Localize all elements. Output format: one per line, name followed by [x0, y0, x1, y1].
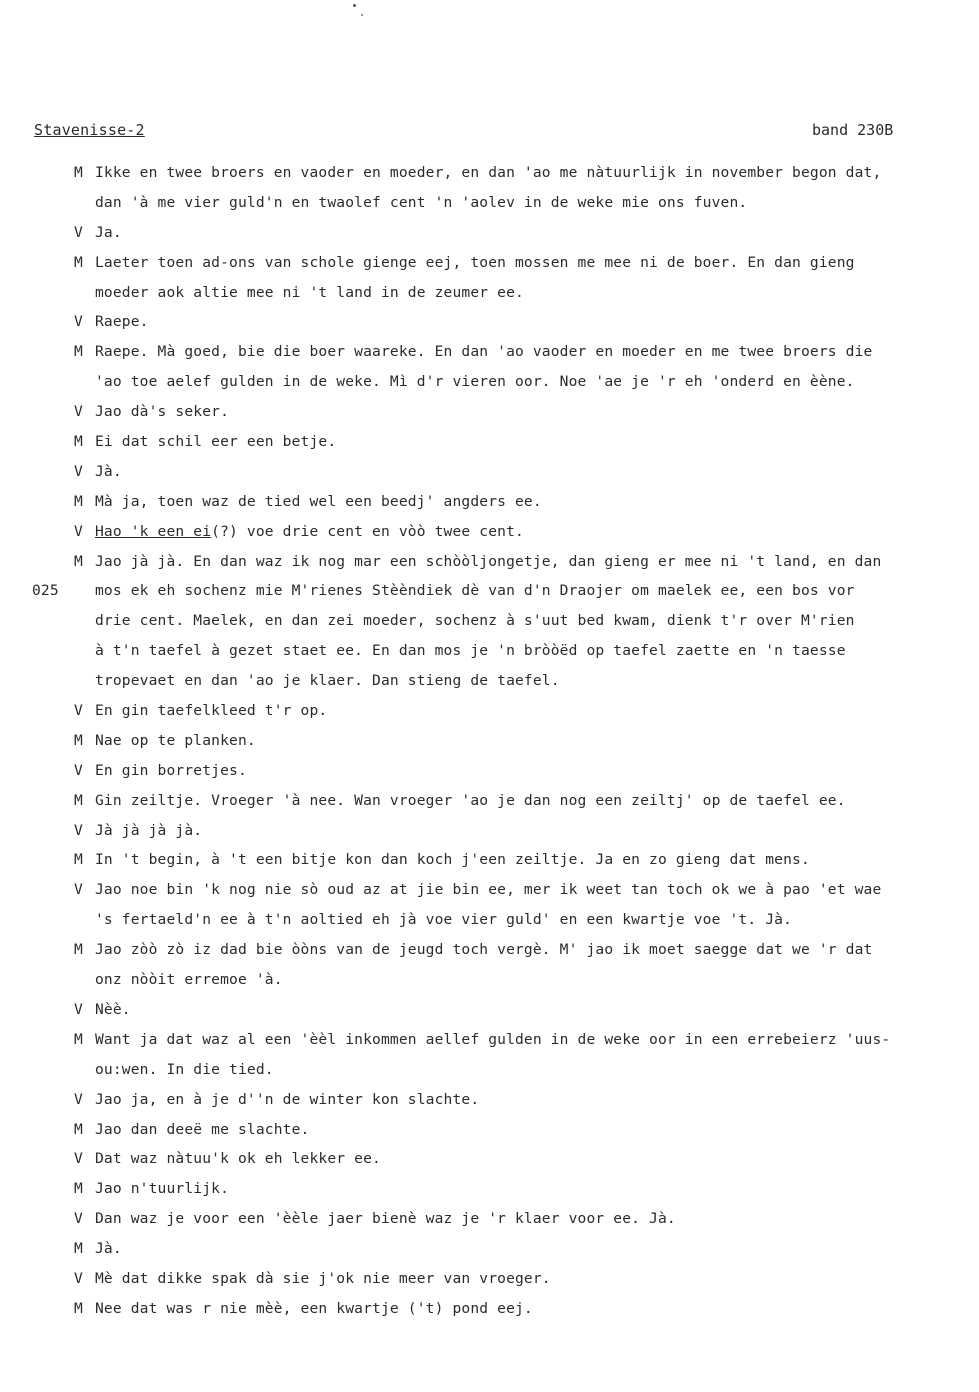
transcript-line [0, 517, 979, 547]
utterance-text: Jà. [95, 462, 122, 480]
transcript-body [0, 158, 979, 1324]
dialogue-turn [0, 547, 979, 696]
transcript-line [0, 397, 979, 427]
dialogue-turn [0, 756, 979, 786]
utterance-text: Jao dan deeë me slachte. [95, 1120, 310, 1138]
utterance-text: Ikke en twee broers en vaoder en moeder, en dan 'ao me nàtuurlijk in november begon dat, [95, 164, 882, 181]
speaker-label: M [74, 851, 83, 869]
speaker-label: M [74, 552, 83, 570]
utterance-text: onz nòòit erremoe 'à. [95, 971, 283, 989]
transcript-line [0, 726, 979, 756]
speaker-label: M [74, 941, 83, 959]
speaker-label: M [74, 164, 83, 181]
utterance-text: Hao 'k een ei(?) voe drie cent en vòò twee cent. [95, 522, 524, 540]
dialogue-turn [0, 1294, 979, 1324]
dialogue-turn [0, 1264, 979, 1294]
transcript-line [0, 1204, 979, 1234]
utterance-text: à t'n taefel à gezet staet ee. En dan mos je 'n bròòëd op taefel zaette en 'n taesse [95, 642, 846, 660]
dialogue-turn [0, 248, 979, 308]
transcript-line [0, 278, 979, 308]
transcript-line [0, 965, 979, 995]
transcript-line [0, 935, 979, 965]
margin-counter: 025 [32, 582, 59, 600]
dialogue-turn [0, 517, 979, 547]
utterance-text: Ja. [95, 223, 122, 241]
transcript-line [0, 636, 979, 666]
speaker-label: M [74, 1299, 83, 1317]
transcript-line [0, 905, 979, 935]
transcript-line [0, 457, 979, 487]
utterance-text: 'ao toe aelef gulden in de weke. Mì d'r vieren oor. Noe 'ae je 'r eh 'onderd en èène. [95, 373, 855, 391]
scan-speck [361, 14, 363, 16]
speaker-label: V [74, 1000, 83, 1018]
dialogue-turn [0, 457, 979, 487]
utterance-text: Jao jà jà. En dan waz ik nog mar een schòòljongetje, dan gieng er mee ni 't land, en dan [95, 552, 882, 570]
transcript-line [0, 1264, 979, 1294]
tape-label: band 230B [812, 121, 894, 139]
transcript-line [0, 337, 979, 367]
speaker-label: V [74, 313, 83, 331]
transcript-line [0, 1234, 979, 1264]
transcript-line [0, 1115, 979, 1145]
utterance-text: Nèè. [95, 1000, 131, 1018]
utterance-text: Jao ja, en à je d''n de winter kon slachte. [95, 1090, 480, 1108]
dialogue-turn [0, 487, 979, 517]
utterance-text: Nee dat was r nie mèè, een kwartje ('t) pond eej. [95, 1299, 533, 1317]
dialogue-turn [0, 158, 979, 218]
utterance-text: En gin borretjes. [95, 761, 247, 779]
utterance-text: Jà. [95, 1240, 122, 1258]
speaker-label: V [74, 881, 83, 899]
dialogue-turn [0, 696, 979, 726]
dialogue-turn [0, 1115, 979, 1145]
utterance-text: Nae op te planken. [95, 731, 256, 749]
utterance-text: In 't begin, à 't een bitje kon dan koch j'een zeiltje. Ja en zo gieng dat mens. [95, 851, 810, 869]
utterance-text: ou:wen. In die tied. [95, 1060, 274, 1078]
transcript-line [0, 786, 979, 816]
speaker-label: M [74, 492, 83, 510]
transcript-line [0, 875, 979, 905]
dialogue-turn [0, 1085, 979, 1115]
transcript-line [0, 576, 979, 606]
speaker-label: V [74, 1210, 83, 1228]
speaker-label: V [74, 1150, 83, 1168]
dialogue-turn [0, 786, 979, 816]
utterance-text: Jao noe bin 'k nog nie sò oud az at jie bin ee, mer ik weet tan toch ok we à pao 'et wae [95, 881, 882, 899]
transcript-line [0, 1294, 979, 1324]
speaker-label: V [74, 223, 83, 241]
utterance-text: Laeter toen ad-ons van schole gienge eej, toen mossen me mee ni de boer. En dan gieng [95, 253, 855, 271]
utterance-text: Jao n'tuurlijk. [95, 1180, 230, 1198]
utterance-text: Want ja dat waz al een 'èèl inkommen aellef gulden in de weke oor in een errebeierz 'uus- [95, 1030, 891, 1048]
document-title: Stavenisse-2 [34, 121, 145, 139]
utterance-text: moeder aok altie mee ni 't land in de zeumer ee. [95, 283, 524, 301]
transcript-line [0, 756, 979, 786]
transcript-line [0, 666, 979, 696]
utterance-text: 's fertaeld'n ee à t'n aoltied eh jà voe vier guld' en een kwartje voe 't. Jà. [95, 911, 793, 929]
utterance-text: Dan waz je voor een 'èèle jaer bienè waz je 'r klaer voor ee. Jà. [95, 1210, 676, 1228]
speaker-label: V [74, 403, 83, 421]
dialogue-turn [0, 307, 979, 337]
utterance-text: Ei dat schil eer een betje. [95, 433, 337, 451]
transcript-line [0, 188, 979, 218]
dialogue-turn [0, 1174, 979, 1204]
speaker-label: M [74, 731, 83, 749]
dialogue-turn [0, 397, 979, 427]
dialogue-turn [0, 218, 979, 248]
transcript-line [0, 1085, 979, 1115]
speaker-label: V [74, 821, 83, 839]
dialogue-turn [0, 845, 979, 875]
transcript-line [0, 1025, 979, 1055]
dialogue-turn [0, 1204, 979, 1234]
speaker-label: M [74, 343, 83, 361]
utterance-text: Raepe. Mà goed, bie die boer waareke. En dan 'ao vaoder en moeder en me twee broers die [95, 343, 873, 361]
transcript-line [0, 487, 979, 517]
transcript-line [0, 427, 979, 457]
dialogue-turn [0, 816, 979, 846]
transcript-line [0, 606, 979, 636]
utterance-text: Mà ja, toen waz de tied wel een beedj' angders ee. [95, 492, 542, 510]
scan-speck [353, 4, 356, 7]
utterance-text: Raepe. [95, 313, 149, 331]
utterance-text: Mè dat dikke spak dà sie j'ok nie meer van vroeger. [95, 1269, 551, 1287]
speaker-label: M [74, 1240, 83, 1258]
utterance-text: Dat waz nàtuu'k ok eh lekker ee. [95, 1150, 381, 1168]
transcript-line [0, 218, 979, 248]
dialogue-turn [0, 337, 979, 397]
transcript-line [0, 367, 979, 397]
speaker-label: V [74, 462, 83, 480]
speaker-label: M [74, 1030, 83, 1048]
dialogue-turn [0, 1025, 979, 1085]
utterance-text: mos ek eh sochenz mie M'rienes Stèèndiek dè van d'n Draojer om maelek ee, een bos vor [95, 582, 855, 600]
speaker-label: M [74, 791, 83, 809]
transcript-line [0, 547, 979, 577]
transcript-line [0, 1144, 979, 1174]
speaker-label: V [74, 1269, 83, 1287]
utterance-text: Jao dà's seker. [95, 403, 230, 421]
utterance-text: Gin zeiltje. Vroeger 'à nee. Wan vroeger 'ao je dan nog een zeiltj' op de taefel ee. [95, 791, 846, 809]
transcript-line [0, 1055, 979, 1085]
speaker-label: V [74, 761, 83, 779]
speaker-label: V [74, 522, 83, 540]
transcript-line [0, 1174, 979, 1204]
speaker-label: M [74, 253, 83, 271]
transcript-line [0, 248, 979, 278]
utterance-text: Jà jà jà jà. [95, 821, 203, 839]
transcript-line [0, 816, 979, 846]
transcript-line [0, 158, 979, 188]
utterance-text: En gin taefelkleed t'r op. [95, 702, 328, 720]
dialogue-turn [0, 875, 979, 935]
speaker-label: M [74, 433, 83, 451]
speaker-label: M [74, 1120, 83, 1138]
speaker-label: M [74, 1180, 83, 1198]
utterance-text: drie cent. Maelek, en dan zei moeder, sochenz à s'uut bed kwam, dienk t'r over M'rien [95, 612, 855, 630]
transcript-line [0, 696, 979, 726]
dialogue-turn [0, 427, 979, 457]
dialogue-turn [0, 995, 979, 1025]
dialogue-turn [0, 1144, 979, 1174]
utterance-text: tropevaet en dan 'ao je klaer. Dan stieng de taefel. [95, 672, 560, 690]
utterance-text: dan 'à me vier guld'n en twaolef cent 'n 'aolev in de weke mie ons fuven. [95, 193, 748, 211]
transcript-line [0, 307, 979, 337]
speaker-label: V [74, 1090, 83, 1108]
dialogue-turn [0, 726, 979, 756]
speaker-label: V [74, 702, 83, 720]
transcript-line [0, 995, 979, 1025]
utterance-text: Jao zòò zò iz dad bie òòns van de jeugd toch vergè. M' jao ik moet saegge dat we 'r dat [95, 941, 873, 959]
dialogue-turn [0, 1234, 979, 1264]
dialogue-turn [0, 935, 979, 995]
transcript-line [0, 845, 979, 875]
